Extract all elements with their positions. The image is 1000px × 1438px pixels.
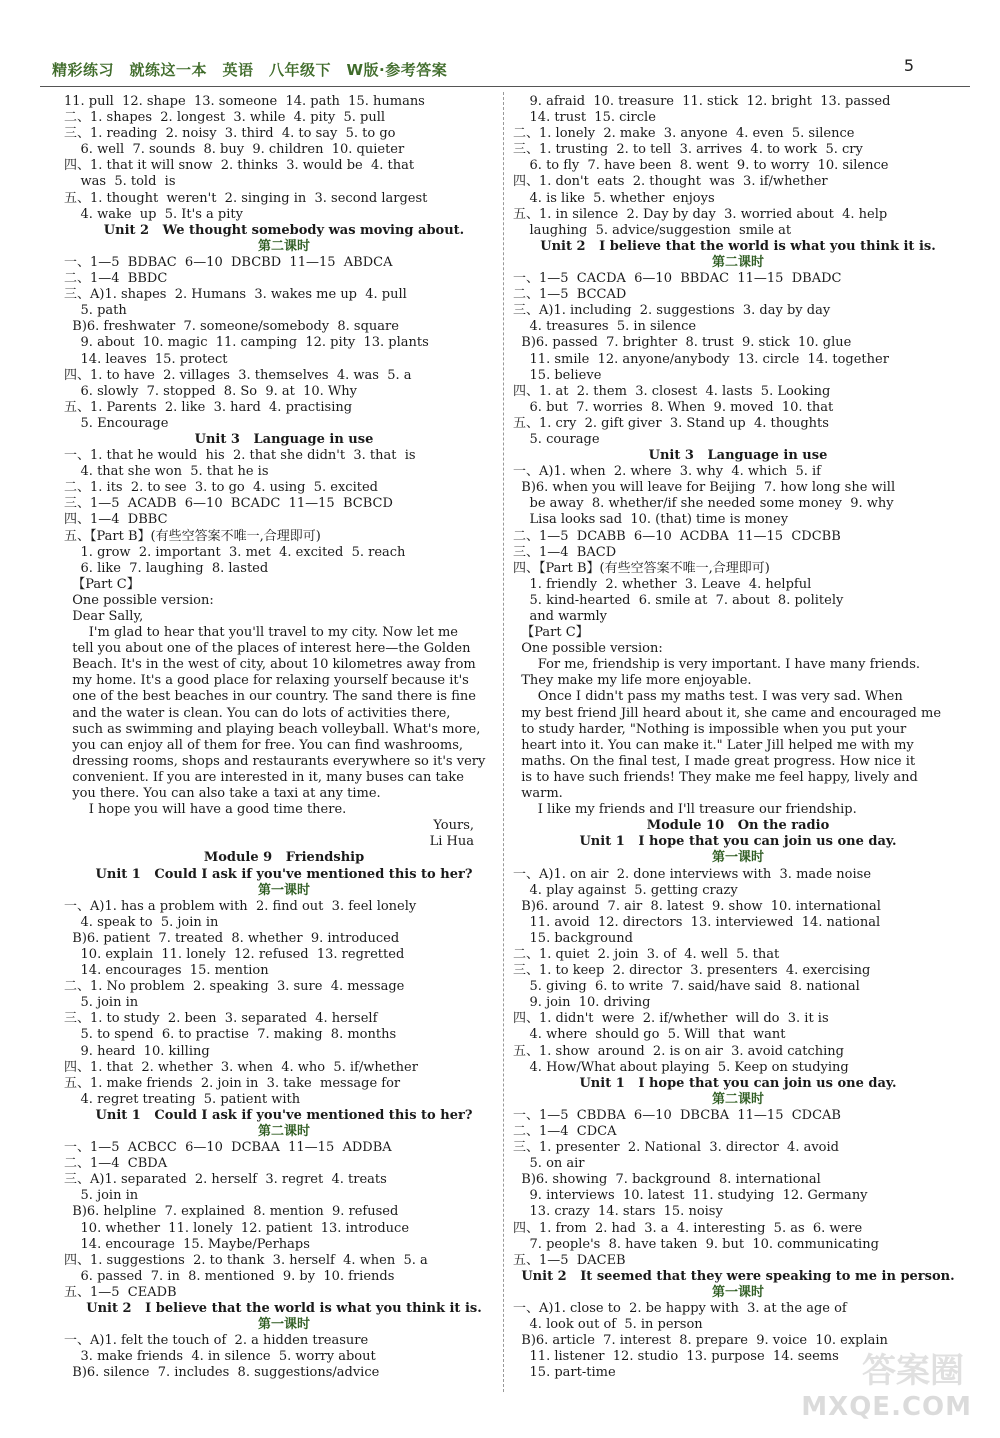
answer-line: dressing rooms, shops and restaurants everywhere so it's very	[64, 753, 486, 769]
answer-line: 11. pull 12. shape 13. someone 14. path 15. humans	[64, 94, 425, 109]
answer-line: 三、1—4 BACD	[513, 544, 617, 560]
answer-line: 五、1—5 DACEB	[513, 1252, 626, 1268]
answer-line: and warmly	[513, 609, 608, 624]
answer-line: 11. listener 12. studio 13. purpose 14. seems	[513, 1349, 839, 1365]
answer-column-right	[513, 94, 963, 1382]
answer-line: 三、1. presenter 2. National 3. director 4. avoid	[513, 1140, 839, 1156]
answer-line: 四、【Part B】(有些空答案不唯一,合理即可)	[513, 560, 770, 576]
lesson-heading: 第一课时	[711, 850, 764, 866]
answer-line: 一、A)1. on air 2. done interviews with 3. made noise	[513, 866, 872, 882]
answer-line: 三、A)1. separated 2. herself 3. regret 4. treats	[64, 1172, 387, 1188]
answer-line: For me, friendship is very important. I have many friends.	[513, 657, 921, 673]
answer-line: 11. avoid 12. directors 13. interviewed 14. national	[513, 914, 881, 930]
answer-line: 一、1. that he would his 2. that she didn't 3. that is	[64, 448, 416, 464]
answer-line: 13. crazy 14. stars 15. noisy	[513, 1204, 723, 1220]
section-heading: Unit 2 I believe that the world is what you think it is.	[540, 238, 936, 254]
answer-line: B)6. helpline 7. explained 8. mention 9. refused	[64, 1204, 399, 1220]
answer-line: B)6. silence 7. includes 8. suggestions/advice	[64, 1365, 380, 1381]
answer-line: my home. It's a good place for relaxing yourself because it's	[64, 673, 469, 689]
answer-line: 一、1—5 BDBAC 6—10 DBCBD 11—15 ABDCA	[64, 254, 393, 270]
answer-line: 5. kind-hearted 6. smile at 7. about 8. politely	[513, 592, 844, 608]
lesson-heading: 第一课时	[257, 882, 310, 898]
answer-line: 5. join in	[64, 995, 139, 1011]
answer-line: 14. encourages 15. mention	[64, 963, 269, 979]
answer-line: such as swimming and playing beach volleyball. What's more,	[64, 721, 481, 737]
lesson-heading: 第一课时	[711, 1284, 764, 1300]
answer-line: 9. join 10. driving	[513, 995, 651, 1011]
answer-line: 一、1—5 CBDBA 6—10 DBCBA 11—15 CDCAB	[513, 1107, 841, 1123]
answer-line: Beach. It's in the west of city, about 10 kilometres away from	[64, 657, 476, 673]
answer-line: B)6. around 7. air 8. latest 9. show 10. international	[513, 898, 881, 914]
section-heading: Unit 1 I hope that you can join us one day.	[579, 1075, 897, 1091]
answer-line: B)6. article 7. interest 8. prepare 9. voice 10. explain	[513, 1333, 888, 1349]
answer-line: 三、1. trusting 2. to tell 3. arrives 4. to work 5. cry	[513, 142, 863, 158]
answer-line: 5. giving 6. to write 7. said/have said 8. national	[513, 979, 860, 995]
answer-line: One possible version:	[513, 641, 663, 657]
answer-line: my best friend Jill heard about it, she came and encouraged me	[513, 705, 942, 721]
answer-line: 5. to spend 6. to practise 7. making 8. months	[64, 1027, 397, 1043]
section-heading: Unit 2 I believe that the world is what you think it is.	[86, 1301, 482, 1317]
section-heading: Unit 3 Language in use	[648, 448, 828, 464]
answer-line: tell you about one of the places of interest here—the Golden	[64, 641, 471, 657]
answer-line: 5. path	[64, 303, 127, 319]
section-heading: Unit 1 Could I ask if you've mentioned this to her?	[95, 1107, 473, 1123]
answer-line: B)6. showing 7. background 8. international	[513, 1172, 821, 1188]
answer-line: 五、1. show around 2. is on air 3. avoid catching	[513, 1043, 844, 1059]
section-heading: Module 10 On the radio	[646, 818, 830, 834]
answer-line: 三、A)1. shapes 2. Humans 3. wakes me up 4. pull	[64, 287, 407, 303]
answer-line: 二、1. lonely 2. make 3. anyone 4. even 5. silence	[513, 126, 855, 142]
answer-line: 5. courage	[513, 431, 600, 447]
book-title: 精彩练习 就练这一本 英语 八年级下 W版·参考答案	[52, 61, 448, 79]
letter-signoff: Li Hua	[429, 834, 474, 850]
answer-line: 一、1—5 ACBCC 6—10 DCBAA 11—15 ADDBA	[64, 1140, 392, 1156]
page-number: 5	[903, 56, 914, 75]
answer-line: 4. How/What about playing 5. Keep on studying	[513, 1059, 849, 1075]
answer-line: you can enjoy all of them for free. You can find washrooms,	[64, 737, 463, 753]
answer-line: heart into it. You can make it." Later Jill helped me with my	[513, 737, 914, 753]
answer-line: to study harder, "Nothing is impossible when you put your	[513, 721, 907, 737]
answer-line: 6. slowly 7. stopped 8. So 9. at 10. Why	[64, 383, 357, 399]
answer-line: 15. part-time	[513, 1365, 616, 1381]
answer-line: B)6. when you will leave for Beijing 7. how long she will	[513, 480, 896, 496]
answer-line: 4. is like 5. whether enjoys	[513, 190, 715, 206]
answer-line: 6. to fly 7. have been 8. went 9. to worry 10. silence	[513, 158, 889, 174]
answer-line: 4. treasures 5. in silence	[513, 319, 697, 335]
answer-line: 4. that she won 5. that he is	[64, 464, 269, 480]
section-heading: Module 9 Friendship	[203, 850, 365, 866]
section-heading: Unit 1 I hope that you can join us one day.	[579, 834, 897, 850]
answer-line: 1. grow 2. important 3. met 4. excited 5. reach	[64, 544, 406, 560]
answer-line: 9. about 10. magic 11. camping 12. pity 13. plants	[64, 335, 429, 351]
watermark	[801, 1351, 992, 1432]
answer-line: B)6. patient 7. treated 8. whether 9. introduced	[64, 930, 400, 946]
answer-line: 三、1. to study 2. been 3. separated 4. herself	[64, 1011, 378, 1027]
answer-line: I like my friends and I'll treasure our friendship.	[513, 802, 857, 818]
answer-line: 五、1. thought weren't 2. singing in 3. second largest	[64, 190, 428, 206]
answer-line: 10. explain 11. lonely 12. refused 13. regretted	[64, 946, 405, 962]
lesson-heading: 第二课时	[711, 1091, 764, 1107]
answer-line: B)6. freshwater 7. someone/somebody 8. square	[64, 319, 399, 335]
section-heading: Unit 3 Language in use	[194, 431, 374, 447]
lesson-heading: 第二课时	[257, 238, 310, 254]
header-divider	[40, 86, 970, 87]
answer-line: and the water is clean. You can do lots of activities there,	[64, 705, 451, 721]
answer-line: 二、1—4 CDCA	[513, 1124, 617, 1139]
answer-line: 6. but 7. worries 8. When 9. moved 10. that	[513, 399, 834, 415]
page-header	[40, 56, 970, 82]
answer-line: 四、1. at 2. them 3. closest 4. lasts 5. Looking	[513, 383, 831, 399]
answer-line: Dear Sally,	[64, 609, 144, 624]
answer-line: 4. play against 5. getting crazy	[513, 882, 738, 898]
answer-line: 1. friendly 2. whether 3. Leave 4. helpful	[513, 576, 812, 592]
answer-line: 4. regret treating 5. patient with	[64, 1091, 301, 1107]
answer-line: 一、A)1. felt the touch of 2. a hidden treasure	[64, 1333, 369, 1349]
answer-line: 五、1. Parents 2. like 3. hard 4. practising	[64, 399, 353, 415]
answer-line: was 5. told is	[64, 174, 176, 190]
watermark-logo: 答案圈	[862, 1351, 964, 1391]
answer-line: 10. whether 11. lonely 12. patient 13. introduce	[64, 1220, 410, 1236]
answer-line: 二、1—4 BBDC	[64, 271, 168, 287]
answer-line: 14. leaves 15. protect	[64, 351, 228, 367]
answer-line: 一、1—5 CACDA 6—10 BBDAC 11—15 DBADC	[513, 271, 842, 287]
answer-line: 四、1. don't eats 2. thought was 3. if/whether	[513, 174, 828, 190]
section-heading: Unit 1 Could I ask if you've mentioned this to her?	[95, 866, 473, 882]
answer-line: 四、1. to have 2. villages 3. themselves 4. was 5. a	[64, 367, 412, 383]
answer-line: 四、1—4 DBBC	[64, 512, 168, 528]
answer-line: 【Part C】	[64, 576, 140, 592]
answer-line: 9. interviews 10. latest 11. studying 12. Germany	[513, 1188, 868, 1204]
answer-line: 三、1. reading 2. noisy 3. third 4. to say 5. to go	[64, 126, 396, 142]
answer-line: Lisa looks sad 10. (that) time is money	[513, 512, 789, 528]
answer-line: 14. encourage 15. Maybe/Perhaps	[64, 1236, 310, 1252]
lesson-heading: 第二课时	[711, 254, 764, 270]
answer-line: one of the best beaches in our country. The sand there is fine	[64, 689, 476, 705]
answer-line: 三、1—5 ACADB 6—10 BCADC 11—15 BCBCD	[64, 496, 393, 512]
answer-line: 5. join in	[64, 1188, 139, 1204]
answer-line: 二、1. its 2. to see 3. to go 4. using 5. excited	[64, 480, 378, 496]
answer-line: 15. believe	[513, 367, 602, 383]
answer-line: 五、【Part B】(有些空答案不唯一,合理即可)	[64, 528, 321, 544]
answer-line: 14. trust 15. circle	[513, 110, 656, 126]
answer-line: 四、1. that it will snow 2. thinks 3. would be 4. that	[64, 158, 415, 174]
answer-line: Once I didn't pass my maths test. I was very sad. When	[513, 689, 903, 705]
answer-line: 二、1—5 DCABB 6—10 ACDBA 11—15 CDCBB	[513, 528, 841, 544]
answer-line: is to have such friends! They make me feel happy, lively and	[513, 769, 918, 785]
answer-line: 五、1. make friends 2. join in 3. take message for	[64, 1075, 401, 1091]
answer-line: laughing 5. advice/suggestion smile at	[513, 222, 792, 238]
answer-line: you there. You can also take a taxi at any time.	[64, 786, 381, 802]
answer-line: 一、A)1. close to 2. be happy with 3. at the age of	[513, 1301, 847, 1317]
answer-line: One possible version:	[64, 592, 214, 608]
answer-line: 4. wake up 5. It's a pity	[64, 206, 243, 222]
answer-line: I'm glad to hear that you'll travel to my city. Now let me	[64, 625, 458, 641]
answer-line: I hope you will have a good time there.	[64, 802, 347, 818]
answer-line: 二、1—5 BCCAD	[513, 287, 627, 303]
answer-line: 二、1. quiet 2. join 3. of 4. well 5. that	[513, 946, 780, 962]
answer-line: 二、1. shapes 2. longest 3. while 4. pity 5. pull	[64, 110, 386, 126]
answer-line: 四、1. that 2. whether 3. when 4. who 5. if/whether	[64, 1059, 418, 1075]
answer-line: 9. afraid 10. treasure 11. stick 12. bright 13. passed	[513, 94, 891, 109]
answer-line: 6. well 7. sounds 8. buy 9. children 10. quieter	[64, 142, 405, 158]
answer-column-left	[64, 94, 504, 1382]
answer-line: 4. look out of 5. in person	[513, 1317, 703, 1333]
answer-line: maths. On the final test, I made great progress. How nice it	[513, 753, 916, 769]
answer-line: 二、1. No problem 2. speaking 3. sure 4. message	[64, 979, 405, 995]
answer-line: 三、A)1. including 2. suggestions 3. day by day	[513, 303, 831, 319]
section-heading: Unit 2 It seemed that they were speaking to me in person.	[521, 1268, 955, 1284]
answer-line: 4. speak to 5. join in	[64, 914, 219, 930]
answer-line: 二、1—4 CBDA	[64, 1156, 168, 1172]
answer-line: 一、A)1. when 2. where 3. why 4. which 5. if	[513, 464, 821, 480]
answer-line: 三、1. to keep 2. director 3. presenters 4. exercising	[513, 963, 871, 979]
answer-line: 四、1. from 2. had 3. a 4. interesting 5. as 6. were	[513, 1220, 863, 1236]
answer-line: 五、1. in silence 2. Day by day 3. worried about 4. help	[513, 206, 888, 222]
answer-line: 5. on air	[513, 1156, 585, 1172]
watermark-site: MXQE.COM	[801, 1392, 972, 1422]
answer-line: 五、1—5 CEADB	[64, 1284, 177, 1300]
answer-line: 3. make friends 4. in silence 5. worry about	[64, 1349, 376, 1365]
answer-line: They make my life more enjoyable.	[513, 673, 752, 689]
answer-line: 【Part C】	[513, 625, 589, 641]
answer-line: 6. passed 7. in 8. mentioned 9. by 10. friends	[64, 1268, 395, 1284]
answer-line: 五、1. cry 2. gift giver 3. Stand up 4. thoughts	[513, 415, 829, 431]
answer-line: 4. where should go 5. Will that want	[513, 1027, 786, 1043]
section-heading: Unit 2 We thought somebody was moving about.	[103, 222, 465, 238]
answer-line: 7. people's 8. have taken 9. but 10. communicating	[513, 1236, 879, 1252]
answer-line: 四、1. didn't were 2. if/whether will do 3. it is	[513, 1011, 829, 1027]
lesson-heading: 第二课时	[257, 1124, 310, 1139]
answer-line: 11. smile 12. anyone/anybody 13. circle 14. together	[513, 351, 889, 367]
answer-line: 四、1. suggestions 2. to thank 3. herself 4. when 5. a	[64, 1252, 428, 1268]
answer-line: 9. heard 10. killing	[64, 1043, 210, 1059]
answer-line: be away 8. whether/if she needed some money 9. why	[513, 496, 894, 512]
answer-line: 6. like 7. laughing 8. lasted	[64, 560, 269, 576]
answer-line: warm.	[513, 786, 563, 802]
answer-line: 一、A)1. has a problem with 2. find out 3. feel lonely	[64, 898, 417, 914]
answer-line: 15. background	[513, 930, 633, 946]
lesson-heading: 第一课时	[257, 1317, 310, 1333]
answer-line: convenient. If you are interested in it, many buses can take	[64, 769, 464, 785]
answer-line: B)6. passed 7. brighter 8. trust 9. stick 10. glue	[513, 335, 852, 351]
answer-line: 5. Encourage	[64, 415, 169, 431]
letter-signoff: Yours,	[433, 818, 474, 834]
